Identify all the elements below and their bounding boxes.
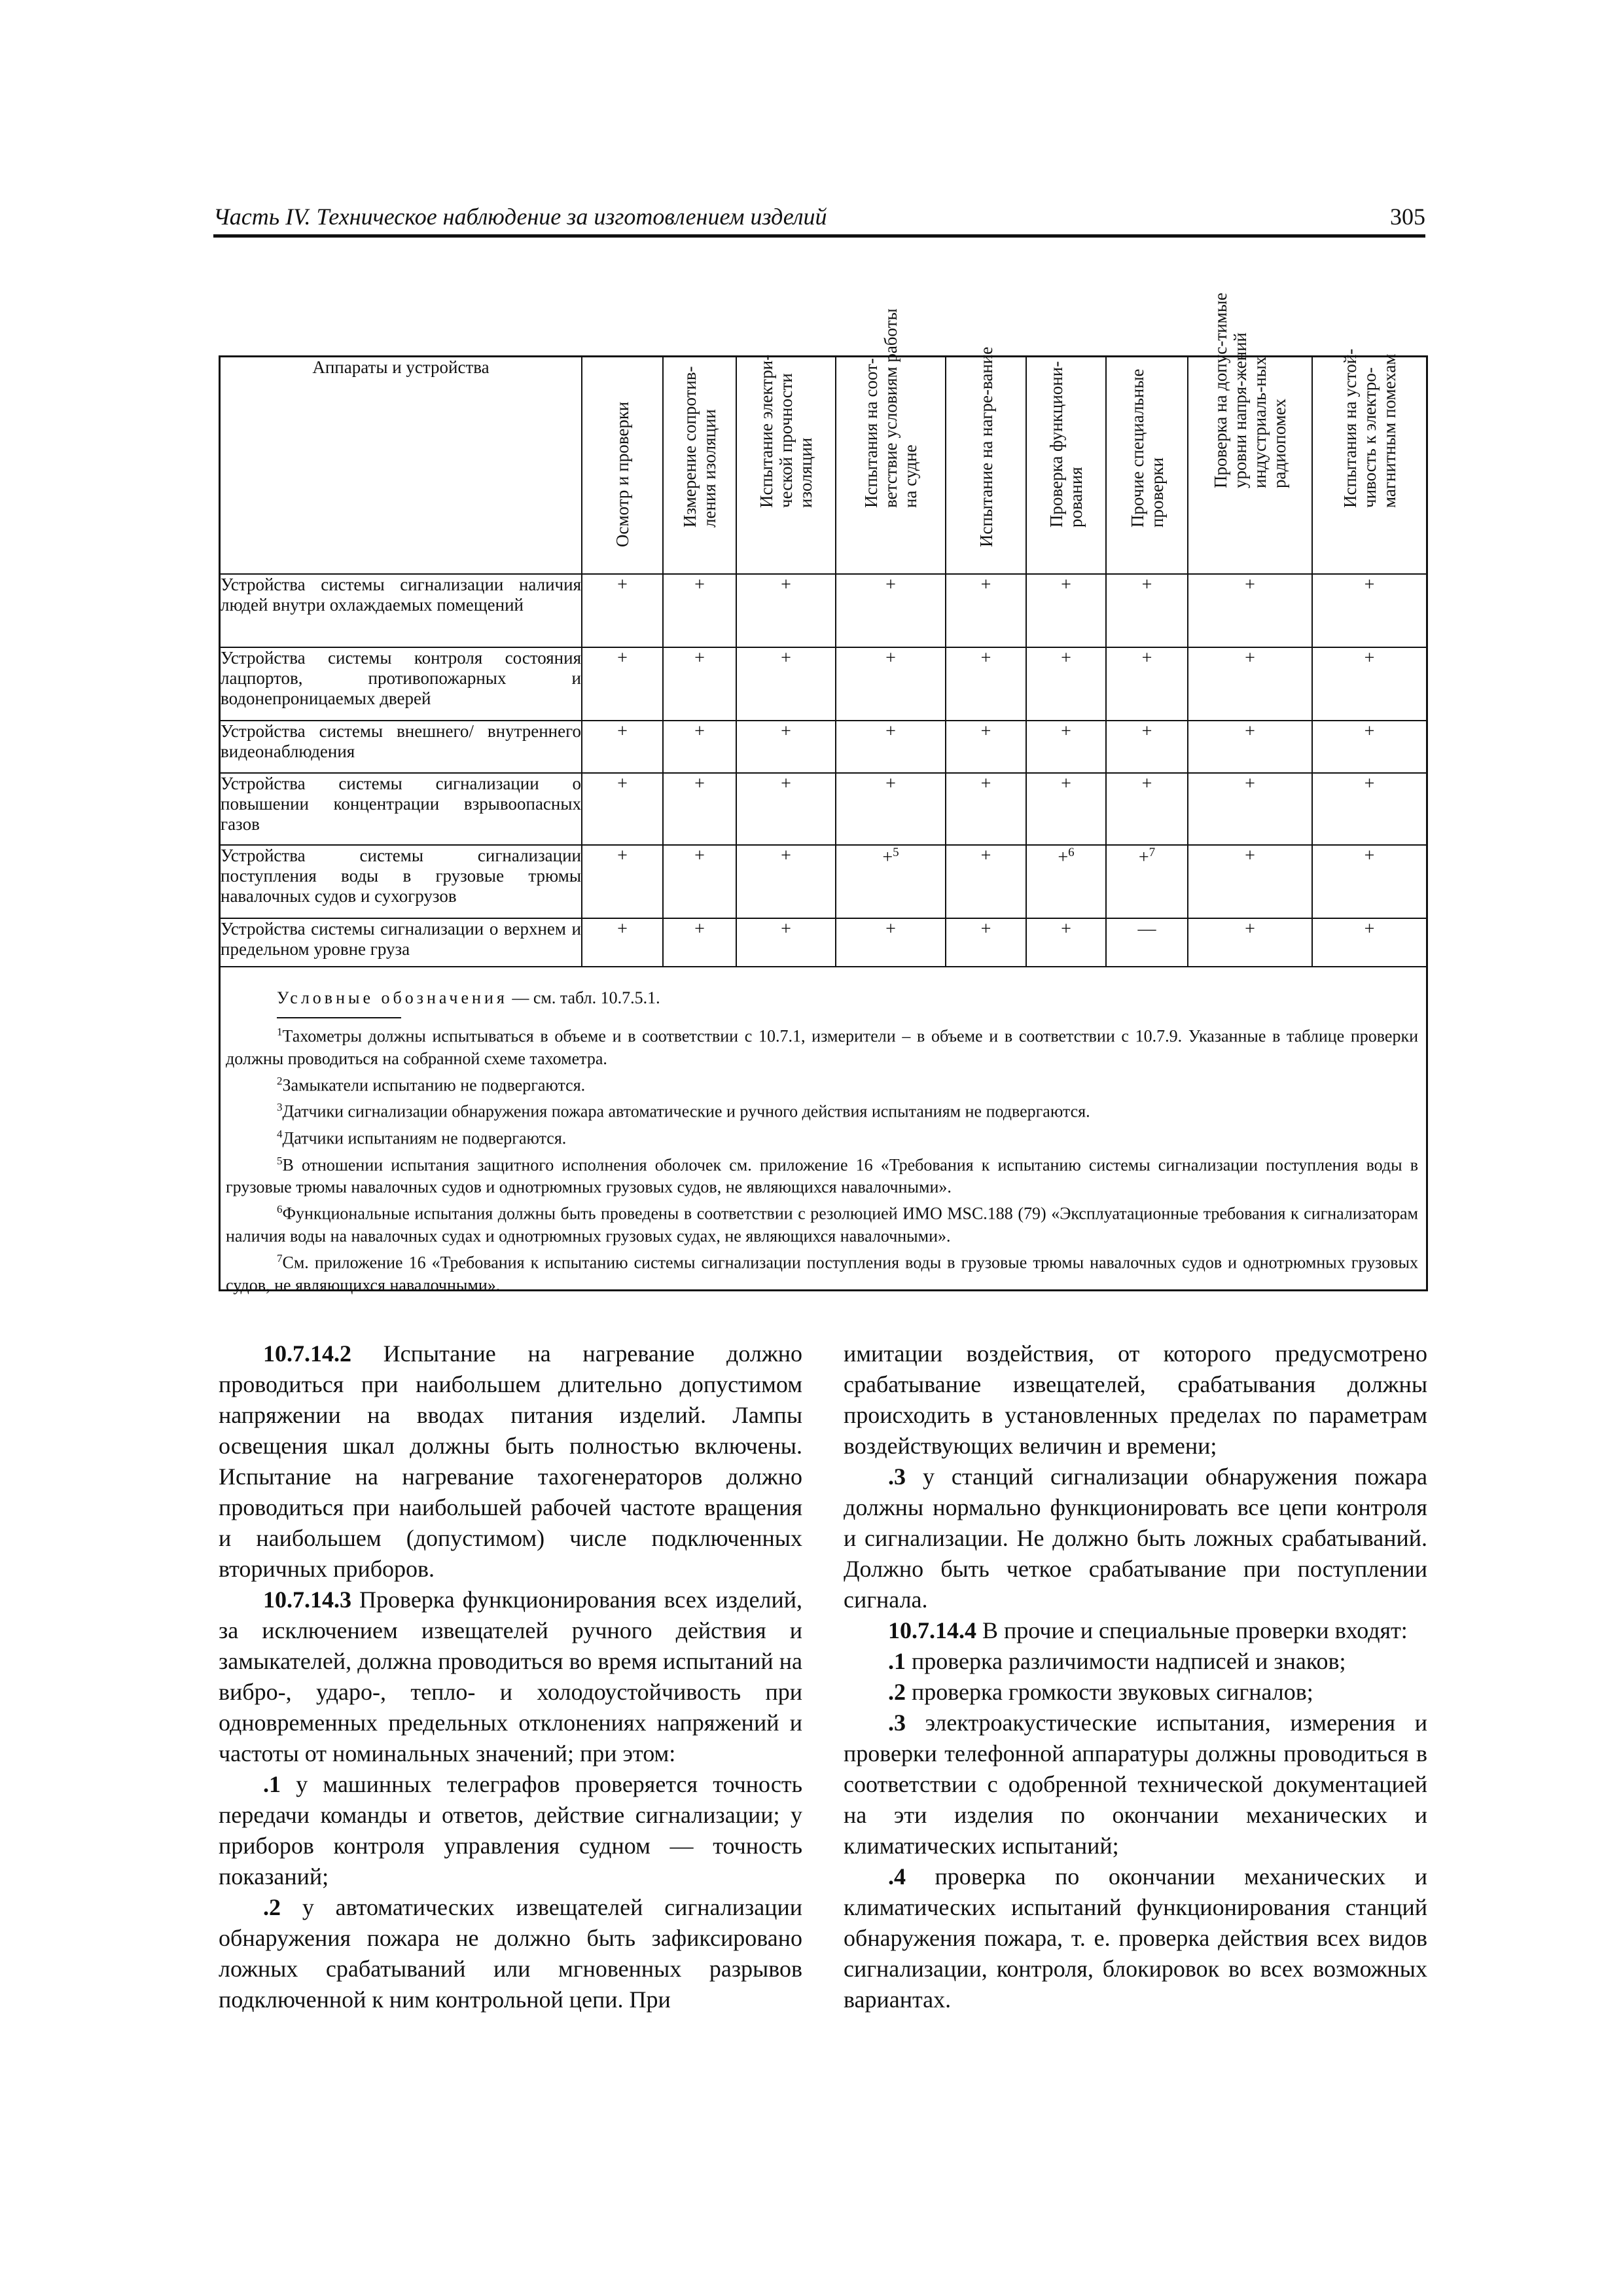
- mark-cell: +: [1188, 647, 1312, 721]
- column-header: Испытания на устой-чивость к электро-магнитным помехам: [1312, 357, 1426, 574]
- footnote: [226, 1021, 1418, 1070]
- mark-cell: +: [582, 721, 663, 773]
- footnote-number: 5: [277, 1154, 283, 1167]
- mark-cell: +: [836, 574, 946, 647]
- legend-label: Условные обозначения: [277, 988, 508, 1007]
- paragraph: [844, 1708, 1427, 1861]
- clause-number: 10.7.14.2: [263, 1340, 351, 1367]
- footnote-rule: [277, 1017, 401, 1018]
- mark-cell: +: [946, 845, 1026, 918]
- footnote-text: Замыкатели испытанию не подвергаются.: [282, 1075, 586, 1095]
- mark-cell: +: [663, 647, 736, 721]
- mark-cell: +: [582, 647, 663, 721]
- column-header: Проверка на допус-тимые уровни напря-жений индустриаль-ных радиопомех: [1188, 357, 1312, 574]
- mark-cell: +: [1026, 574, 1106, 647]
- paragraph: [219, 1585, 802, 1769]
- clause-number: .3: [888, 1710, 906, 1736]
- column-header: Испытание на нагре-вание: [946, 357, 1026, 574]
- mark-cell: +: [736, 647, 836, 721]
- mark-cell: +: [1188, 721, 1312, 773]
- mark-cell: +: [1312, 574, 1426, 647]
- mark-cell: +: [1026, 721, 1106, 773]
- mark-cell: +: [736, 918, 836, 967]
- table-header-row: [221, 357, 1426, 574]
- clause-number: .2: [888, 1679, 906, 1705]
- footnote: [226, 1070, 1418, 1097]
- clause-text: у станций сигнализации обнаружения пожара должны нормально функционировать все цепи контроля и сигнализации. Не должно быть ложных срабатываний. Должно быть четкое срабатывание при поступлении сигнала.: [844, 1463, 1427, 1613]
- mark-cell: +: [582, 574, 663, 647]
- mark-cell: +: [946, 773, 1026, 845]
- mark-cell: +: [1026, 647, 1106, 721]
- mark-cell: +: [1106, 721, 1188, 773]
- mark-cell: +: [1106, 647, 1188, 721]
- device-column-header: Аппараты и устройства: [221, 357, 582, 574]
- clause-number: .3: [888, 1463, 906, 1490]
- legend-line: [277, 987, 1418, 1009]
- footnote: [226, 1198, 1418, 1247]
- clause-number: .2: [263, 1894, 281, 1920]
- mark-cell: +: [736, 773, 836, 845]
- mark-cell: +$^7$: [1106, 845, 1188, 918]
- mark-cell: +: [663, 574, 736, 647]
- mark-cell: +: [836, 647, 946, 721]
- mark-cell: +: [736, 721, 836, 773]
- table-row: [221, 918, 1426, 967]
- paragraph: [219, 1892, 802, 2015]
- footnote-number: 6: [277, 1203, 283, 1216]
- clause-number: .1: [888, 1648, 906, 1674]
- mark-cell: +: [736, 574, 836, 647]
- mark-cell: +: [1026, 773, 1106, 845]
- clause-text: проверка различимости надписей и знаков;: [906, 1648, 1346, 1674]
- device-cell: Устройства системы сигнализации о повышении концентрации взрывоопасных газов: [221, 773, 582, 845]
- footnote: [226, 1247, 1418, 1297]
- clause-number: .4: [888, 1863, 906, 1890]
- clause-number: 10.7.14.4: [888, 1617, 976, 1643]
- mark-cell: +: [946, 647, 1026, 721]
- paragraph: [844, 1646, 1427, 1677]
- mark-cell: +: [582, 918, 663, 967]
- mark-cell: +: [836, 918, 946, 967]
- table-row: [221, 845, 1426, 918]
- mark-cell: +: [1188, 574, 1312, 647]
- mark-cell: +: [582, 845, 663, 918]
- mark-cell: +: [663, 845, 736, 918]
- device-cell: Устройства системы сигнализации о верхнем и предельном уровне груза: [221, 918, 582, 967]
- footnote-ref: 6: [1068, 846, 1075, 859]
- mark-cell: +: [836, 773, 946, 845]
- footnote-number: 4: [277, 1127, 283, 1140]
- column-header: Испытание электри-ческой прочности изоляции: [736, 357, 836, 574]
- clause-text: у автоматических извещателей сигнализации обнаружения пожара не должно быть зафиксировано ложных срабатываний или мгновенных разрывов подключенной к ним контрольной цепи. При: [219, 1894, 802, 2013]
- paragraph: [844, 1861, 1427, 2015]
- clause-number: .1: [263, 1771, 281, 1797]
- table-row: [221, 721, 1426, 773]
- footnote-number: 3: [277, 1101, 283, 1114]
- page-number: 305: [1390, 204, 1425, 230]
- mark-cell: +: [1312, 845, 1426, 918]
- mark-cell: +$^5$: [836, 845, 946, 918]
- footnote-text: В отношении испытания защитного исполнения оболочек см. приложение 16 «Требования к испытанию системы сигнализации поступления воды в грузовые трюмы навалочных судов и однотрюмных грузовых судов, не являющихся навалочными».: [226, 1155, 1418, 1197]
- clause-number: 10.7.14.3: [263, 1587, 351, 1613]
- footnote-text: Функциональные испытания должны быть проведены в соответствии с резолюцией ИМО MSC.188 (79) «Эксплуатационные требования к сигнализаторам наличия воды на навалочных судах и однотрюмных грузовых судах, не являющихся навалочными».: [226, 1204, 1418, 1246]
- mark-cell: +: [1312, 773, 1426, 845]
- column-header: Прочие специальные проверки: [1106, 357, 1188, 574]
- clause-text: электроакустические испытания, измерения и проверки телефонной аппаратуры должны проводиться в соответствии с одобренной технической документацией на эти изделия по окончании механических и климатических испытаний;: [844, 1710, 1427, 1859]
- mark-cell: +: [946, 721, 1026, 773]
- footnote-text: См. приложение 16 «Требования к испытанию системы сигнализации поступления воды в грузовые трюмы навалочных судов и однотрюмных грузовых судов, не являющихся навалочными».: [226, 1253, 1418, 1295]
- table-grid: [221, 293, 1426, 967]
- mark-cell: +: [1312, 918, 1426, 967]
- mark-cell: +: [836, 721, 946, 773]
- mark-cell: +: [946, 574, 1026, 647]
- mark-cell: +$^6$: [1026, 845, 1106, 918]
- table-row: [221, 574, 1426, 647]
- mark-cell: +: [663, 721, 736, 773]
- mark-cell: +: [582, 773, 663, 845]
- text-column-left: [219, 1338, 802, 2015]
- paragraph: [219, 1338, 802, 1585]
- footnote: [226, 1150, 1418, 1199]
- column-header: Измерение сопротив-ления изоляции: [663, 357, 736, 574]
- paragraph: [844, 1462, 1427, 1615]
- mark-cell: +: [663, 918, 736, 967]
- footnote-text: Тахометры должны испытываться в объеме и в соответствии с 10.7.1, измерители – в объеме и в соответствии с 10.7.9. Указанные в таблице проверки должны проводиться на собранной схеме тахометра.: [226, 1026, 1418, 1068]
- test-matrix-table: [219, 293, 1428, 1295]
- page-header: [213, 198, 1425, 238]
- device-cell: Устройства системы сигнализации наличия людей внутри охлаждаемых помещений: [221, 574, 582, 647]
- footnote-number: 2: [277, 1074, 283, 1087]
- footnote: [226, 1096, 1418, 1123]
- mark-cell: +: [1188, 918, 1312, 967]
- clause-text: проверка по окончании механических и климатических испытаний функционирования станций обнаружения пожара, т. е. проверка действия всех видов сигнализации, контроля, блокировок во всех возможных вариантах.: [844, 1863, 1427, 2013]
- device-cell: Устройства системы сигнализации поступления воды в грузовые трюмы навалочных судов и сухогрузов: [221, 845, 582, 918]
- column-header: Осмотр и проверки: [582, 357, 663, 574]
- clause-text: В прочие и специальные проверки входят:: [976, 1617, 1408, 1643]
- footnote-number: 1: [277, 1026, 283, 1038]
- column-header: Испытания на соот-ветствие условиям работы на судне: [836, 357, 946, 574]
- footnote-text: Датчики сигнализации обнаружения пожара автоматические и ручного действия испытаниям не подвергаются.: [282, 1102, 1090, 1121]
- footnote-ref: 5: [893, 846, 899, 859]
- mark-cell: +: [1026, 918, 1106, 967]
- paragraph: [219, 1769, 802, 1892]
- mark-cell: +: [1106, 574, 1188, 647]
- footnote-text: Датчики испытаниям не подвергаются.: [282, 1128, 567, 1148]
- mark-cell: +: [1312, 721, 1426, 773]
- clause-text: проверка громкости звуковых сигналов;: [906, 1679, 1313, 1705]
- table-row: [221, 773, 1426, 845]
- paragraph: [844, 1615, 1427, 1646]
- mark-cell: +: [946, 918, 1026, 967]
- device-cell: Устройства системы контроля состояния лацпортов, противопожарных и водонепроницаемых дверей: [221, 647, 582, 721]
- device-cell: Устройства системы внешнего/ внутреннего видеонаблюдения: [221, 721, 582, 773]
- paragraph: имитации воздействия, от которого предусмотрено срабатывание извещателей, срабатывания должны происходить в установленных пределах по параметрам воздействующих величин и времени;: [844, 1340, 1427, 1459]
- mark-cell: +: [1188, 773, 1312, 845]
- clause-text: Испытание на нагревание должно проводиться при наибольшем длительно допустимом напряжении на вводах питания изделий. Лампы освещения шкал должны быть полностью включены. Испытание на нагревание тахогенераторов должно проводиться при наибольшей рабочей частоте вращения и наибольшем (допустимом) числе подключенных вторичных приборов.: [219, 1340, 802, 1582]
- mark-cell: +: [1106, 773, 1188, 845]
- mark-cell: +: [1312, 647, 1426, 721]
- footnote-ref: 7: [1149, 846, 1156, 859]
- clause-text: Проверка функционирования всех изделий, за исключением извещателей ручного действия и замыкателей, должна проводиться во время испытаний на вибро-, ударо-, тепло- и холодоустойчивость при одновременных предельных отклонениях напряжений и частоты от номинальных значений; при этом:: [219, 1587, 802, 1767]
- text-column-right: [844, 1338, 1427, 2015]
- footnote: [226, 1123, 1418, 1150]
- mark-cell: +: [1188, 845, 1312, 918]
- legend-reference: — см. табл. 10.7.5.1.: [507, 988, 660, 1007]
- footnote-number: 7: [277, 1251, 283, 1265]
- mark-cell: +: [736, 845, 836, 918]
- table-row: [221, 647, 1426, 721]
- clause-text: у машинных телеграфов проверяется точность передачи команды и ответов, действие сигнализации; у приборов контроля управления судном — точность показаний;: [219, 1771, 802, 1890]
- mark-cell: —: [1106, 918, 1188, 967]
- paragraph: [844, 1677, 1427, 1708]
- column-header: Проверка функциони-рования: [1026, 357, 1106, 574]
- table-notes: [226, 987, 1418, 1297]
- running-title: Часть IV. Техническое наблюдение за изготовлением изделий: [213, 204, 827, 230]
- mark-cell: +: [663, 773, 736, 845]
